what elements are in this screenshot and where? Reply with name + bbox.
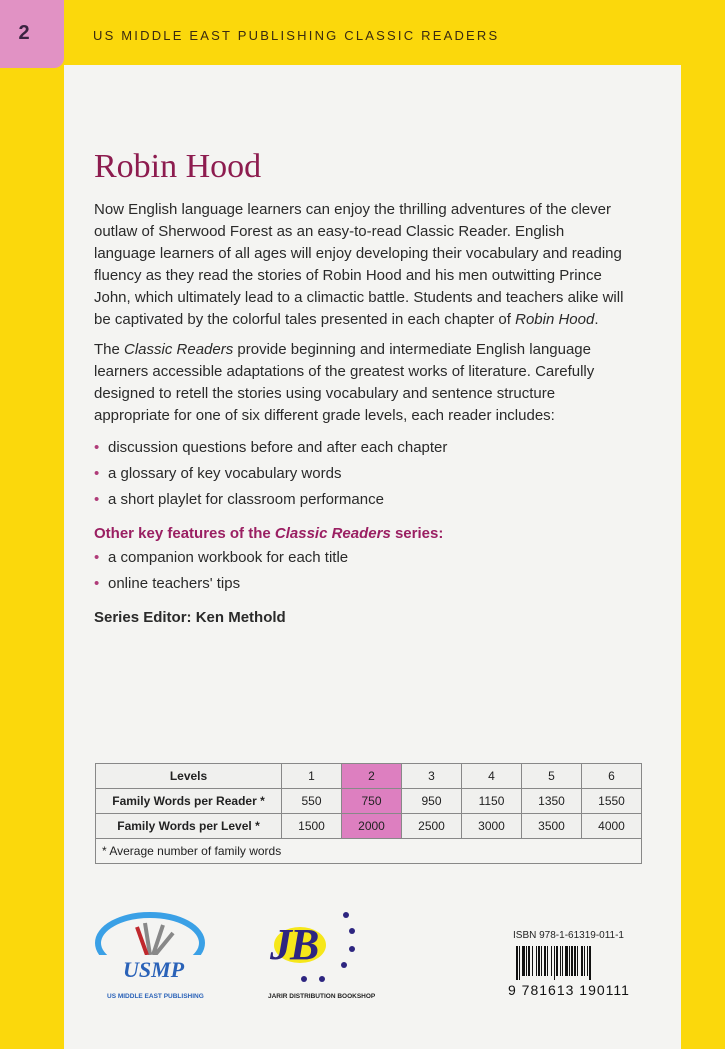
- table-cell: 1550: [582, 789, 642, 814]
- table-cell: 2000: [342, 814, 402, 839]
- text-italic: Classic Readers: [274, 525, 391, 542]
- jarir-caption: JARIR DISTRIBUTION BOOKSHOP: [268, 993, 376, 1000]
- text: Now English language learners can enjoy the thrilling adventures of the clever outlaw of Sherwood Forest as an easy-to-read Classic Reader. English language learners of all ages will enjoy developing their vocabulary and reading fluency as they read the stories of Robin Hood and his men outwitting Prince John, which ultimately lead to a climactic battle. Students and teachers alike will be captivated by the colorful tales presented in each chapter of: [94, 201, 624, 328]
- barcode-bar: [591, 946, 592, 980]
- text: Other key features of the: [94, 525, 275, 542]
- table-cell: 1: [282, 764, 342, 789]
- row-header: Family Words per Reader *: [96, 789, 282, 814]
- book-title: Robin Hood: [94, 148, 262, 185]
- table-row: [96, 814, 642, 839]
- list-item: • a companion workbook for each title: [94, 545, 629, 571]
- description-paragraph: [94, 199, 629, 331]
- table-cell: 4000: [582, 814, 642, 839]
- levels-table: [95, 763, 642, 864]
- series-paragraph: [94, 339, 629, 427]
- main-content: [94, 145, 629, 629]
- jarir-logo-mark: JB: [270, 920, 318, 969]
- list-item: • discussion questions before and after each chapter: [94, 435, 629, 461]
- table-row: [96, 764, 642, 789]
- table-cell: 2500: [402, 814, 462, 839]
- table-cell: 1150: [462, 789, 522, 814]
- isbn: ISBN 978-1-61319-011-1: [513, 930, 624, 941]
- row-header: Family Words per Level *: [96, 814, 282, 839]
- table-cell: 1350: [522, 789, 582, 814]
- table-cell: 4: [462, 764, 522, 789]
- page-number: 2: [18, 22, 30, 44]
- text-italic: Robin Hood: [515, 311, 595, 328]
- list-item: • a glossary of key vocabulary words: [94, 461, 629, 487]
- includes-list: [94, 435, 629, 513]
- usmp-logo: [95, 905, 215, 1005]
- usmp-caption: US MIDDLE EAST PUBLISHING: [107, 993, 204, 1000]
- table-cell: 2: [342, 764, 402, 789]
- table-cell: 750: [342, 789, 402, 814]
- table-cell: 950: [402, 789, 462, 814]
- ean-number: 9 781613 190111: [508, 982, 630, 998]
- text: The: [94, 341, 125, 358]
- features-list: [94, 545, 629, 597]
- text: .: [594, 311, 599, 328]
- table-cell: 6: [582, 764, 642, 789]
- table-row: [96, 789, 642, 814]
- table-cell: 1500: [282, 814, 342, 839]
- table-cell: 3: [402, 764, 462, 789]
- text: series:: [390, 525, 444, 542]
- list-item: • online teachers' tips: [94, 571, 629, 597]
- series-editor: Series Editor: Ken Methold: [94, 609, 286, 626]
- jarir-logo: [250, 905, 376, 1005]
- table-cell: 3500: [522, 814, 582, 839]
- usmp-book-icon: [95, 905, 215, 955]
- table-cell: 3000: [462, 814, 522, 839]
- table-footnote: * Average number of family words: [96, 839, 642, 864]
- text-italic: Classic Readers: [124, 341, 234, 358]
- table-cell: 550: [282, 789, 342, 814]
- barcode: [516, 946, 632, 978]
- page-number-tab: [0, 0, 64, 68]
- series-name: US MIDDLE EAST PUBLISHING CLASSIC READERS: [93, 28, 500, 43]
- table-footnote-row: [96, 839, 642, 864]
- table-cell: 5: [522, 764, 582, 789]
- row-header: Levels: [96, 764, 282, 789]
- usmp-logo-text: USMP: [123, 957, 185, 982]
- list-item: • a short playlet for classroom performance: [94, 487, 629, 513]
- features-heading: [94, 523, 629, 545]
- text: provide beginning and intermediate English language learners accessible adaptations of the greatest works of literature. Carefully designed to retell the stories using vocabulary and sentence structure appropriate for one of six different grade levels, each reader includes:: [94, 341, 595, 424]
